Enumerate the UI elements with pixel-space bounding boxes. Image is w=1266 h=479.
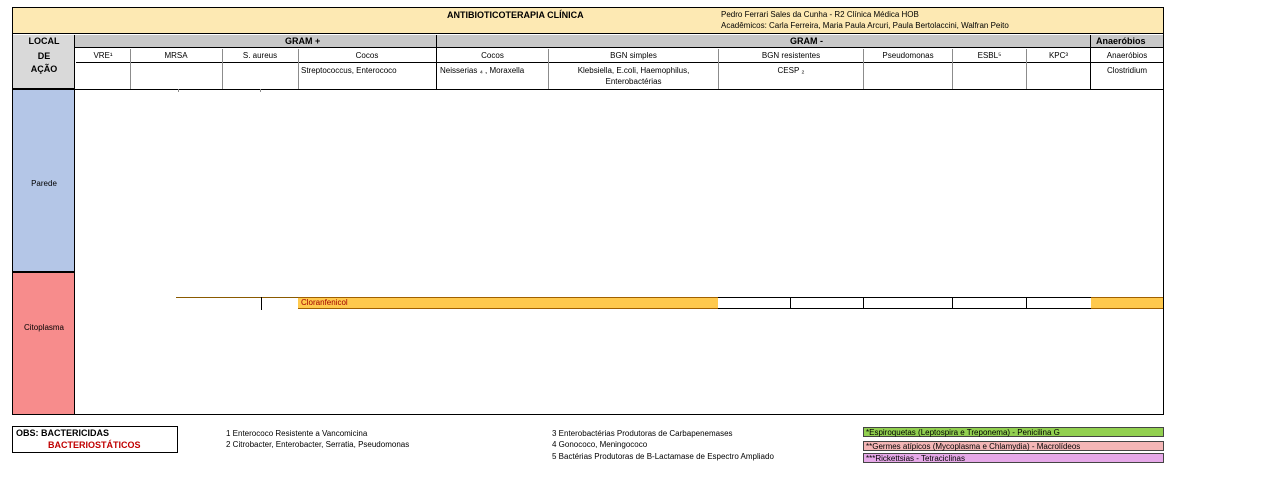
footnote-4: 4 Gonococo, Meningococo [552, 440, 648, 449]
obs-bactericidal: OBS: BACTERICIDAS [16, 428, 110, 438]
col-pseudomonas: Pseudomonas [882, 51, 934, 60]
col-sep [952, 49, 953, 89]
chloramphenicol-empty-span [718, 297, 1091, 309]
tick-mark [178, 89, 179, 92]
detail-strep-enterococo: Streptococcus, Enterococo [301, 66, 397, 75]
legend-espiroquetas: *Espiroquetas (Leptospira e Treponema) - Penicilina G [863, 427, 1164, 437]
local-header-line2: DE [37, 51, 51, 61]
footnote-2: 2 Citrobacter, Enterobacter, Serratia, Pseudomonas [226, 440, 410, 449]
empty-cell-sep [1026, 297, 1027, 309]
row-label-wall: Parede [31, 179, 57, 188]
anaerobes-divider [1090, 35, 1091, 89]
academics-line: Acadêmicos: Carla Ferreira, Maria Paula Arcuri, Paula Bertolaccini, Walfran Peito [721, 21, 1009, 30]
detail-clostridium: Clostridium [1106, 66, 1147, 75]
row-cell-cytoplasm [13, 272, 75, 414]
local-header-line1: LOCAL [28, 36, 60, 46]
group-gram-negative: GRAM - [790, 36, 823, 46]
col-sep [130, 49, 131, 89]
legend-rickettsias: ***Rickettsias - Tetraciclinas [863, 453, 1164, 463]
group-header-row [13, 35, 1163, 48]
legend-germes-atipicos: **Germes atípicos (Mycoplasma e Chlamydia) - Macrolídeos [863, 441, 1164, 451]
col-s-aureus: S. aureus [242, 51, 278, 60]
col-anaerobios: Anaeróbios [1106, 51, 1148, 60]
tick-mark [260, 89, 261, 92]
col-cocos-gram-neg: Cocos [481, 51, 504, 60]
local-header-line3: AÇÃO [30, 64, 58, 74]
footnote-3: 3 Enterobactérias Produtoras de Carbapenemases [552, 429, 733, 438]
empty-cell-sep [863, 297, 864, 309]
header-bottom-rule [13, 89, 1163, 90]
col-cocos-gram-pos: Cocos [355, 51, 379, 60]
obs-bacteriostatic: BACTERIOSTÁTICOS [48, 440, 141, 450]
col-sep [298, 49, 299, 89]
detail-bgn-simples-1: Klebsiella, E.coli, Haemophilus, [577, 66, 690, 75]
page-title: ANTIBIOTICOTERAPIA CLÍNICA [447, 10, 584, 20]
row-label-cytoplasm: Citoplasma [23, 323, 64, 332]
empty-cell-sep [790, 297, 791, 309]
gram-divider [436, 35, 437, 89]
footnote-1: 1 Enterococo Resistente a Vancomicina [226, 429, 368, 438]
col-sep [718, 49, 719, 89]
footnote-5: 5 Bactérias Produtoras de B-Lactamase de Espectro Ampliado [552, 452, 774, 461]
col-vre: VRE¹ [93, 51, 113, 60]
col-kpc: KPC³ [1048, 51, 1069, 60]
col-sep [222, 49, 223, 89]
col-bgn-resistentes: BGN resistentes [761, 51, 821, 60]
detail-neisserias: Neisserias ₄ , Moraxella [440, 66, 525, 75]
col-sep [863, 49, 864, 89]
col-esbl: ESBL⁵ [977, 51, 1002, 60]
group-gram-positive: GRAM + [285, 36, 321, 46]
empty-cell-sep [952, 297, 953, 309]
author-line: Pedro Ferrari Sales da Cunha - R2 Clínica Médica HOB [721, 10, 919, 19]
col-bgn-simples: BGN simples [610, 51, 657, 60]
detail-bgn-simples-2: Enterobactérias [605, 77, 662, 86]
chloramphenicol-label: Cloranfenicol [301, 298, 348, 307]
anaerobes-coverage-bar [1091, 297, 1163, 309]
chloramphenicol-lead-line [176, 297, 298, 298]
col-mrsa: MRSA [164, 51, 188, 60]
group-anaerobes: Anaeróbios [1096, 36, 1146, 46]
col-sep [548, 49, 549, 89]
chloramphenicol-tick [261, 297, 262, 310]
chloramphenicol-bar [298, 297, 718, 309]
col-sep [1026, 49, 1027, 89]
detail-cesp: CESP ₂ [777, 66, 805, 75]
